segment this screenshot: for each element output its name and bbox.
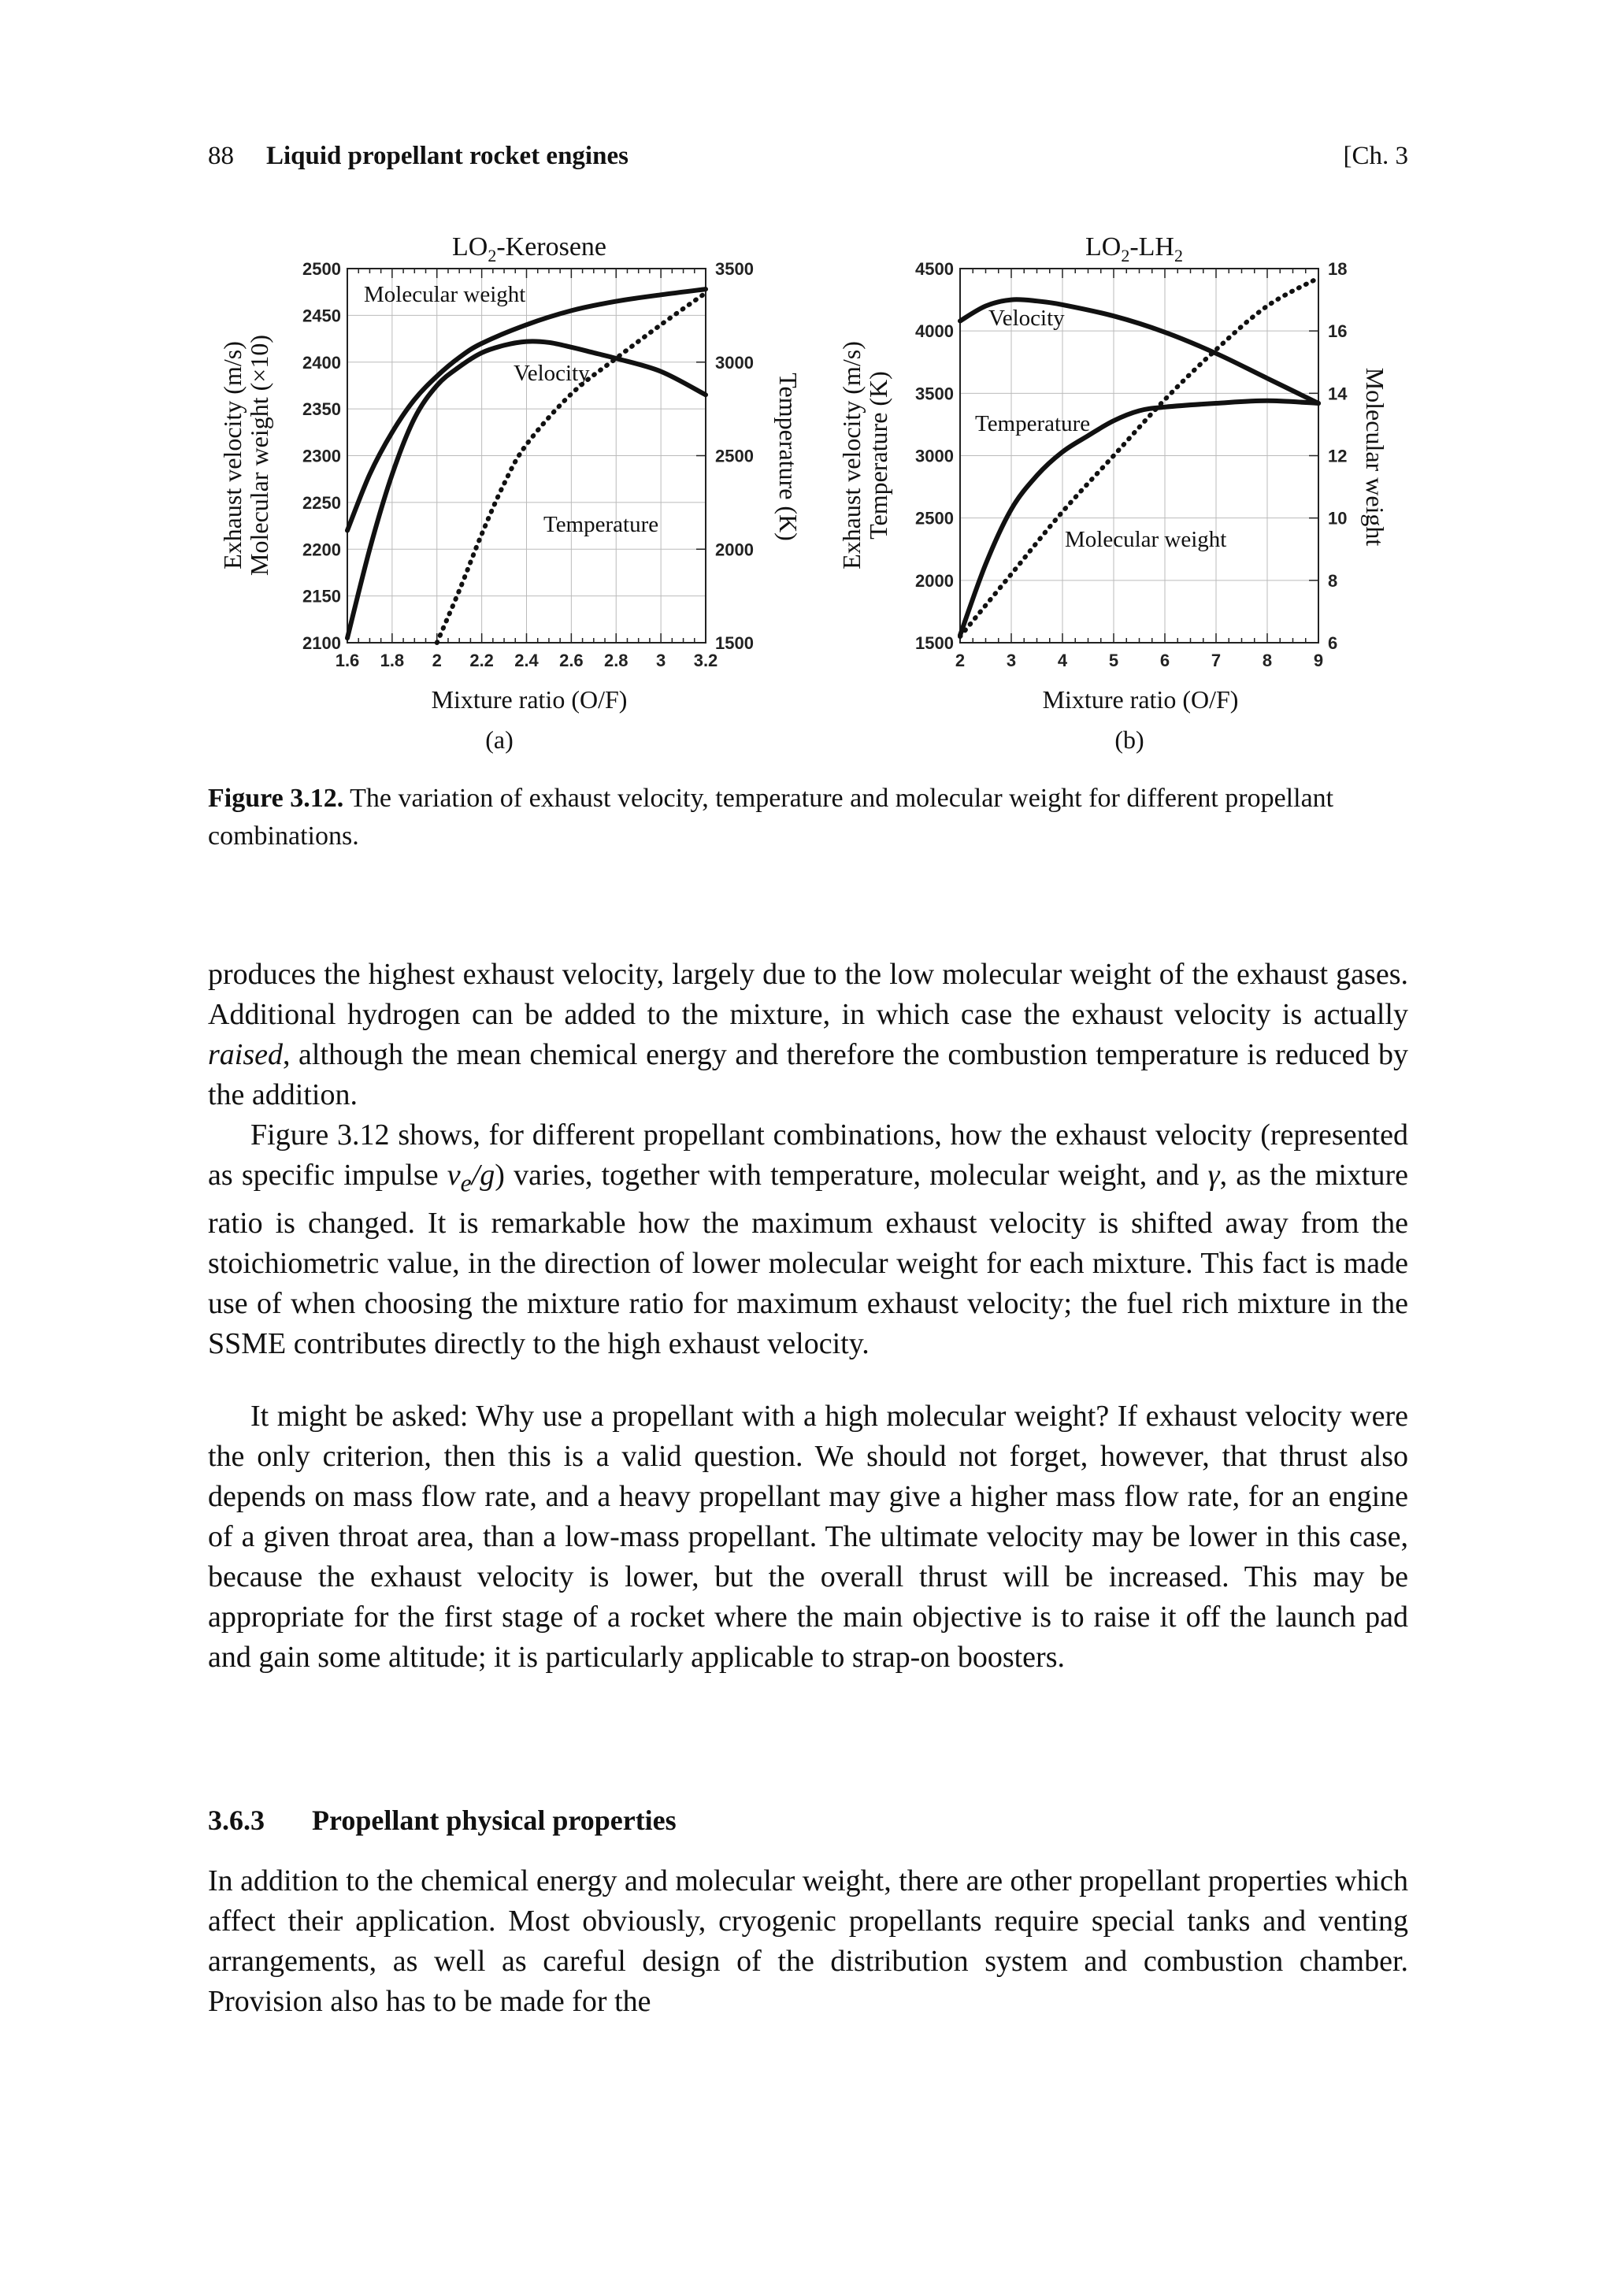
x-tick-label: 2.8 — [603, 651, 629, 670]
y-left-tick-label: 2350 — [302, 399, 341, 420]
y-left-tick-label: 1500 — [915, 633, 954, 653]
caption-text: The variation of exhaust velocity, temperature and molecular weight for different propellant combinations. — [208, 784, 1334, 851]
chart-b-ylabel-left-2: Temperature (K) — [864, 371, 892, 540]
y-left-tick-label: 2150 — [302, 586, 341, 606]
figure-3-12 — [0, 0, 1613, 772]
paragraph-2 — [208, 1115, 1408, 1364]
x-tick-label: 3 — [1006, 651, 1017, 670]
y-right-tick-label: 16 — [1328, 321, 1348, 342]
section-heading — [208, 1804, 677, 1837]
y-left-tick-label: 2100 — [302, 633, 341, 653]
y-left-tick-label: 2250 — [302, 492, 341, 513]
paragraph-1-text: produces the highest exhaust velocity, largely due to the low molecular weight of the exhaust gases. Additional hydrogen can be added to the mixture, in which case the exhaust velocity is actually — [208, 958, 1408, 1031]
chart-b-label-molecular-weight: Molecular weight — [1065, 527, 1227, 552]
chart-b-line-molecular-weight — [960, 278, 1318, 636]
x-tick-label: 1.8 — [380, 651, 405, 670]
y-left-tick-label: 2300 — [302, 446, 341, 466]
x-tick-label: 9 — [1313, 651, 1324, 670]
y-right-tick-label: 1500 — [715, 633, 754, 653]
x-tick-label: 2.2 — [469, 651, 494, 670]
paragraph-2-text-c: , as the mixture ratio is changed. It is remarkable how the maximum exhaust velocity is shifted away from the stoichiometric value, in the direction of lower molecular weight for each mixture. This fact is made use of when choosing the mixture ratio for maximum exhaust velocity; the fuel rich mixture in the SSME contributes directly to the high exhaust velocity. — [208, 1159, 1409, 1360]
chart-b-title: $LO_2-LH_2$ — [1085, 232, 1183, 265]
x-tick-label: 6 — [1159, 651, 1170, 670]
chart-b-series — [960, 278, 1318, 636]
paragraph-2-text-a: Figure 3.12 shows, for different propellant combinations, how the exhaust velocity (represented as specific impulse — [208, 1118, 1408, 1192]
chart-a-title: $LO_2$-Kerosene — [451, 232, 607, 265]
y-left-tick-label: 2400 — [302, 352, 341, 373]
y-left-tick-label: 2500 — [915, 508, 954, 529]
paragraph-1-end: , although the mean chemical energy and therefore the combustion temperature is reduced by the addition. — [208, 1038, 1408, 1111]
y-right-tick-label: 2500 — [715, 446, 754, 466]
x-tick-label: 2.6 — [559, 651, 584, 670]
paragraph-3: It might be asked: Why use a propellant with a high molecular weight? If exhaust velocity were the only criterion, then this is a valid question. We should not forget, however, that thrust also depends on mass flow rate, and a heavy propellant may give a higher mass flow rate, for an engine of a given throat area, than a low-mass propellant. The ultimate velocity may be lower in this case, because the exhaust velocity is lower, but the overall thrust will be increased. This may be appropriate for the first stage of a rocket where the main objective is to raise it off the launch pad and gain some altitude; it is particularly applicable to strap-on boosters. — [208, 1400, 1408, 1674]
section-title: Propellant physical properties — [312, 1805, 677, 1836]
x-tick-label: 2 — [955, 651, 966, 670]
x-tick-label: 8 — [1262, 651, 1273, 670]
paragraph-2-text-b: ) varies, together with temperature, molecular weight, and — [495, 1159, 1208, 1192]
chart-b-ylabel-left-1: Exhaust velocity (m/s) — [837, 341, 866, 569]
chart-panel-a — [218, 232, 803, 754]
y-right-tick-label: 14 — [1328, 384, 1348, 404]
chart-b-xlabel: Mixture ratio (O/F) — [1042, 685, 1239, 714]
y-left-tick-label: 2500 — [302, 259, 341, 279]
paragraph-1 — [208, 955, 1408, 1115]
chart-b-ylabel-right: Molecular weight — [1361, 367, 1389, 547]
y-left-tick-label: 2000 — [915, 570, 954, 591]
x-tick-label: 4 — [1057, 651, 1068, 670]
y-right-tick-label: 3000 — [715, 352, 754, 373]
chart-b-panel-label: (b) — [1114, 725, 1144, 754]
chart-a-ticks — [302, 259, 754, 670]
x-tick-label: 2.4 — [514, 651, 539, 670]
y-right-tick-label: 12 — [1328, 446, 1348, 466]
x-tick-label: 2 — [432, 651, 442, 670]
specific-impulse-math: $v_e/g$ — [447, 1159, 495, 1197]
chart-b-label-velocity: Velocity — [988, 306, 1065, 331]
chart-a-label-molecular-weight: Molecular weight — [364, 282, 526, 307]
chart-a-ylabel-left-2: Molecular weight (×10) — [245, 335, 273, 576]
section-number: 3.6.3 — [208, 1805, 265, 1836]
y-right-tick-label: 2000 — [715, 540, 754, 560]
chart-a-xlabel: Mixture ratio (O/F) — [431, 685, 628, 714]
y-left-tick-label: 3500 — [915, 384, 954, 404]
y-right-tick-label: 8 — [1328, 570, 1338, 591]
x-tick-label: 1.6 — [335, 651, 360, 670]
chart-b-label-temperature: Temperature — [975, 411, 1091, 436]
y-left-tick-label: 3000 — [915, 446, 954, 466]
x-tick-label: 3 — [656, 651, 666, 670]
gamma-symbol: γ — [1207, 1159, 1220, 1192]
paragraph-1-emphasis: raised — [208, 1038, 283, 1071]
y-right-tick-label: 10 — [1328, 508, 1348, 529]
x-tick-label: 7 — [1211, 651, 1222, 670]
caption-label: Figure 3.12. — [208, 784, 344, 813]
running-title: Liquid propellant rocket engines — [266, 142, 629, 170]
y-left-tick-label: 4000 — [915, 321, 954, 342]
chart-panel-b — [837, 232, 1389, 754]
chart-a-label-temperature: Temperature — [543, 512, 659, 537]
y-left-tick-label: 4500 — [915, 259, 954, 279]
chart-a-ylabel-left-1: Exhaust velocity (m/s) — [218, 341, 247, 569]
y-right-tick-label: 18 — [1328, 259, 1348, 279]
y-right-tick-label: 6 — [1328, 633, 1338, 653]
page-number: 88 — [208, 142, 234, 170]
y-right-tick-label: 3500 — [715, 259, 754, 279]
x-tick-label: 5 — [1108, 651, 1119, 670]
chapter-label: [Ch. 3 — [1343, 142, 1408, 170]
y-left-tick-label: 2200 — [302, 540, 341, 560]
paragraph-4: In addition to the chemical energy and molecular weight, there are other propellant properties which affect their application. Most obviously, cryogenic propellants require special tanks and venting arrangements, as well as careful design of the distribution system and combustion chamber. Provision also has to be made for the — [208, 1864, 1409, 2018]
figure-caption — [208, 780, 1408, 855]
chart-a-ylabel-right: Temperature (K) — [774, 373, 803, 541]
chart-a-label-velocity: Velocity — [514, 361, 590, 386]
chart-a-panel-label: (a) — [485, 725, 514, 754]
y-left-tick-label: 2450 — [302, 306, 341, 326]
x-tick-label: 3.2 — [693, 651, 718, 670]
